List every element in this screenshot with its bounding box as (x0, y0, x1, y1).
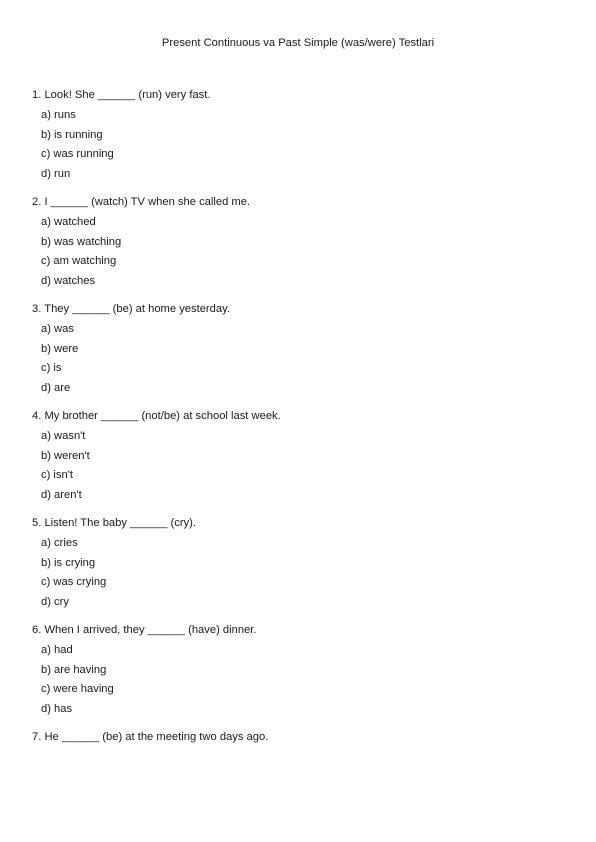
question-list (32, 88, 572, 758)
question-stem: 4. My brother ______ (not/be) at school last week. (32, 409, 281, 422)
question-2 (32, 195, 572, 288)
answer-option-d: d) has (41, 703, 73, 716)
answer-option-c: c) isn't (41, 469, 73, 482)
answer-option-b: b) were (41, 342, 79, 355)
answer-option-a: a) cries (41, 536, 78, 549)
answer-options (32, 215, 572, 288)
question-stem: 7. He ______ (be) at the meeting two days ago. (32, 730, 269, 743)
answer-option-b: b) was watching (41, 235, 122, 248)
answer-options (32, 536, 572, 609)
answer-option-a: a) had (41, 643, 73, 656)
answer-options (32, 643, 572, 716)
question-7 (32, 730, 572, 744)
answer-option-a: a) was (41, 322, 74, 335)
answer-option-a: a) watched (41, 215, 96, 228)
question-stem: 3. They ______ (be) at home yesterday. (32, 302, 230, 315)
question-3 (32, 302, 572, 395)
question-stem: 2. I ______ (watch) TV when she called me. (32, 195, 251, 208)
answer-option-c: c) am watching (41, 255, 117, 268)
question-stem: 1. Look! She ______ (run) very fast. (32, 89, 211, 101)
answer-option-b: b) are having (41, 663, 107, 676)
answer-option-d: d) cry (41, 596, 69, 609)
answer-option-a: a) wasn't (41, 429, 86, 442)
question-5 (32, 516, 572, 609)
answer-option-b: b) is crying (41, 556, 96, 569)
document-title: Present Continuous va Past Simple (was/were) Testlari (161, 37, 435, 49)
answer-option-d: d) run (41, 168, 71, 181)
question-stem: 5. Listen! The baby ______ (cry). (32, 516, 196, 529)
question-6 (32, 623, 572, 716)
answer-options (32, 108, 572, 181)
question-4 (32, 409, 572, 502)
answer-option-d: d) aren't (41, 489, 82, 502)
answer-option-c: c) was running (41, 148, 114, 161)
answer-option-b: b) weren't (41, 449, 90, 462)
answer-option-d: d) are (41, 382, 71, 395)
question-1 (32, 88, 572, 181)
answer-options (32, 322, 572, 395)
answer-option-b: b) is running (41, 128, 103, 141)
answer-option-a: a) runs (41, 108, 76, 121)
answer-option-d: d) watches (41, 275, 96, 288)
answer-option-c: c) were having (41, 683, 114, 696)
question-stem: 6. When I arrived, they ______ (have) dinner. (32, 623, 257, 636)
answer-option-c: c) was crying (41, 576, 107, 589)
answer-options (32, 429, 572, 502)
answer-option-c: c) is (41, 362, 62, 375)
